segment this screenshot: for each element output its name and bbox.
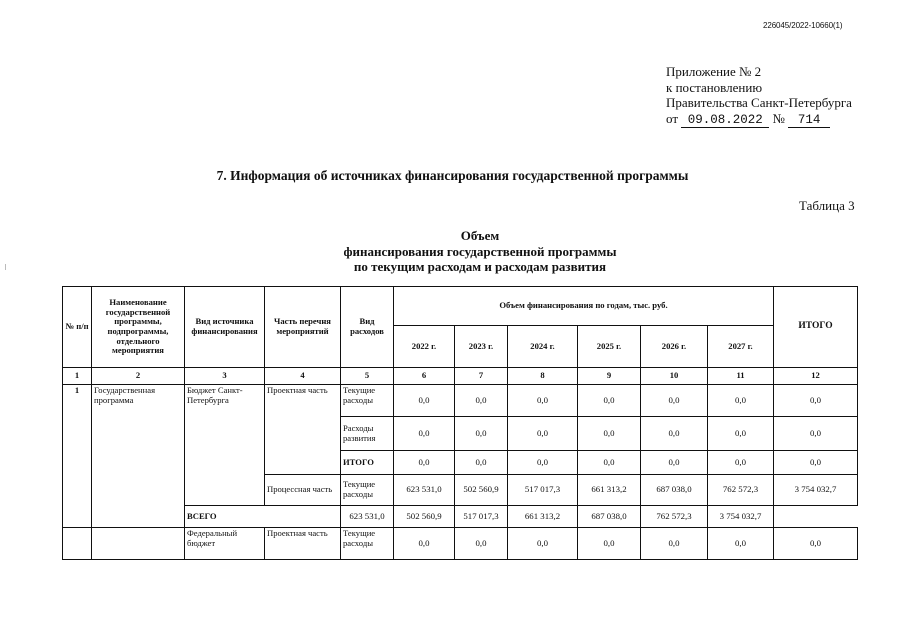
- resolution-date: 09.08.2022: [681, 114, 769, 128]
- row-name: [92, 528, 185, 560]
- value-cell: 623 531,0: [394, 475, 455, 506]
- row-type: Текущие расходы: [341, 528, 394, 560]
- row-type: Текущие расходы: [341, 475, 394, 506]
- row-source: Бюджет Санкт-Петербурга: [185, 385, 265, 506]
- value-cell: 0,0: [394, 385, 455, 417]
- value-cell: 762 572,3: [641, 506, 708, 528]
- table-row: [63, 528, 858, 560]
- value-cell: 0,0: [641, 385, 708, 417]
- value-cell: 502 560,9: [394, 506, 455, 528]
- total-cell: 3 754 032,7: [774, 475, 858, 506]
- value-cell: 0,0: [455, 385, 508, 417]
- scan-edge-mark: [5, 264, 6, 270]
- row-part: Процессная часть: [265, 475, 341, 506]
- table-number: Таблица 3: [799, 198, 855, 213]
- value-cell: 661 313,2: [578, 475, 641, 506]
- row-source: Федеральный бюджет: [185, 528, 265, 560]
- row-type: ИТОГО: [341, 451, 394, 475]
- annex-line-1: Приложение № 2: [666, 64, 762, 79]
- value-cell: 0,0: [394, 417, 455, 451]
- value-cell: 0,0: [578, 451, 641, 475]
- table-title-line-2: финансирования государственной программы: [343, 243, 617, 259]
- column-number: 6: [394, 368, 455, 385]
- value-cell: 661 313,2: [508, 506, 578, 528]
- value-cell: 762 572,3: [708, 475, 774, 506]
- value-cell: 0,0: [508, 385, 578, 417]
- total-cell: 0,0: [774, 385, 858, 417]
- row-part: Проектная часть: [265, 528, 341, 560]
- total-cell: 3 754 032,7: [708, 506, 774, 528]
- section-heading: 7. Информация об источниках финансирования государственной программы: [216, 168, 689, 183]
- column-number: 10: [641, 368, 708, 385]
- row-name: Государственная программа: [92, 385, 185, 528]
- header-year: 2024 г.: [508, 326, 578, 368]
- total-cell: 0,0: [774, 451, 858, 475]
- annex-line-3: Правительства Санкт-Петербурга: [666, 95, 852, 111]
- value-cell: 687 038,0: [578, 506, 641, 528]
- header-type: Вид расходов: [341, 287, 394, 368]
- row-num: 1: [63, 385, 92, 528]
- header-name: Наименование государственной программы, подпрограммы, отдельного мероприятия: [92, 287, 185, 368]
- value-cell: 0,0: [508, 451, 578, 475]
- column-number: 5: [341, 368, 394, 385]
- table-row: [63, 385, 858, 417]
- table-title-line-1: Объем: [460, 228, 500, 243]
- header-volume: Объем финансирования по годам, тыс. руб.: [394, 287, 774, 326]
- value-cell: 517 017,3: [455, 506, 508, 528]
- total-cell: 0,0: [774, 528, 858, 560]
- header-total: ИТОГО: [774, 287, 858, 368]
- row-part: Проектная часть: [265, 385, 341, 475]
- value-cell: 517 017,3: [508, 475, 578, 506]
- resolution-number: 714: [788, 114, 830, 128]
- number-sign: №: [772, 110, 785, 126]
- row-type: Текущие расходы: [341, 385, 394, 417]
- value-cell: 0,0: [455, 417, 508, 451]
- column-number: 4: [265, 368, 341, 385]
- value-cell: 0,0: [641, 417, 708, 451]
- value-cell: 0,0: [508, 417, 578, 451]
- value-cell: 0,0: [394, 451, 455, 475]
- date-prefix: от: [666, 110, 679, 126]
- header-year: 2025 г.: [578, 326, 641, 368]
- row-total-label: ВСЕГО: [185, 506, 341, 528]
- total-cell: 0,0: [774, 417, 858, 451]
- value-cell: 0,0: [455, 451, 508, 475]
- value-cell: 502 560,9: [455, 475, 508, 506]
- header-year: 2023 г.: [455, 326, 508, 368]
- row-type: Расходы развития: [341, 417, 394, 451]
- value-cell: 0,0: [708, 385, 774, 417]
- value-cell: 623 531,0: [341, 506, 394, 528]
- header-part: Часть перечня мероприятий: [265, 287, 341, 368]
- value-cell: 0,0: [641, 528, 708, 560]
- financing-table: [62, 286, 858, 560]
- column-number: 9: [578, 368, 641, 385]
- annex-date-line: [666, 111, 852, 128]
- annex-line-2: к постановлению: [666, 79, 763, 95]
- header-year: 2026 г.: [641, 326, 708, 368]
- value-cell: 0,0: [578, 528, 641, 560]
- value-cell: 0,0: [578, 417, 641, 451]
- table-title-line-3: по текущим расходам и расходам развития: [353, 259, 607, 274]
- value-cell: 0,0: [455, 528, 508, 560]
- annex-block: [666, 64, 852, 128]
- table-title: [0, 228, 905, 275]
- column-number: 8: [508, 368, 578, 385]
- column-number: 7: [455, 368, 508, 385]
- column-number: 3: [185, 368, 265, 385]
- value-cell: 0,0: [708, 451, 774, 475]
- header-year: 2022 г.: [394, 326, 455, 368]
- value-cell: 0,0: [578, 385, 641, 417]
- header-num: № п/п: [63, 287, 92, 368]
- column-number: 1: [63, 368, 92, 385]
- header-year: 2027 г.: [708, 326, 774, 368]
- row-num: [63, 528, 92, 560]
- value-cell: 0,0: [508, 528, 578, 560]
- header-source: Вид источника финансирования: [185, 287, 265, 368]
- column-number: 11: [708, 368, 774, 385]
- value-cell: 0,0: [641, 451, 708, 475]
- value-cell: 0,0: [708, 417, 774, 451]
- value-cell: 0,0: [708, 528, 774, 560]
- column-number: 2: [92, 368, 185, 385]
- document-id: 226045/2022-10660(1): [763, 21, 843, 30]
- value-cell: 687 038,0: [641, 475, 708, 506]
- column-number: 12: [774, 368, 858, 385]
- value-cell: 0,0: [394, 528, 455, 560]
